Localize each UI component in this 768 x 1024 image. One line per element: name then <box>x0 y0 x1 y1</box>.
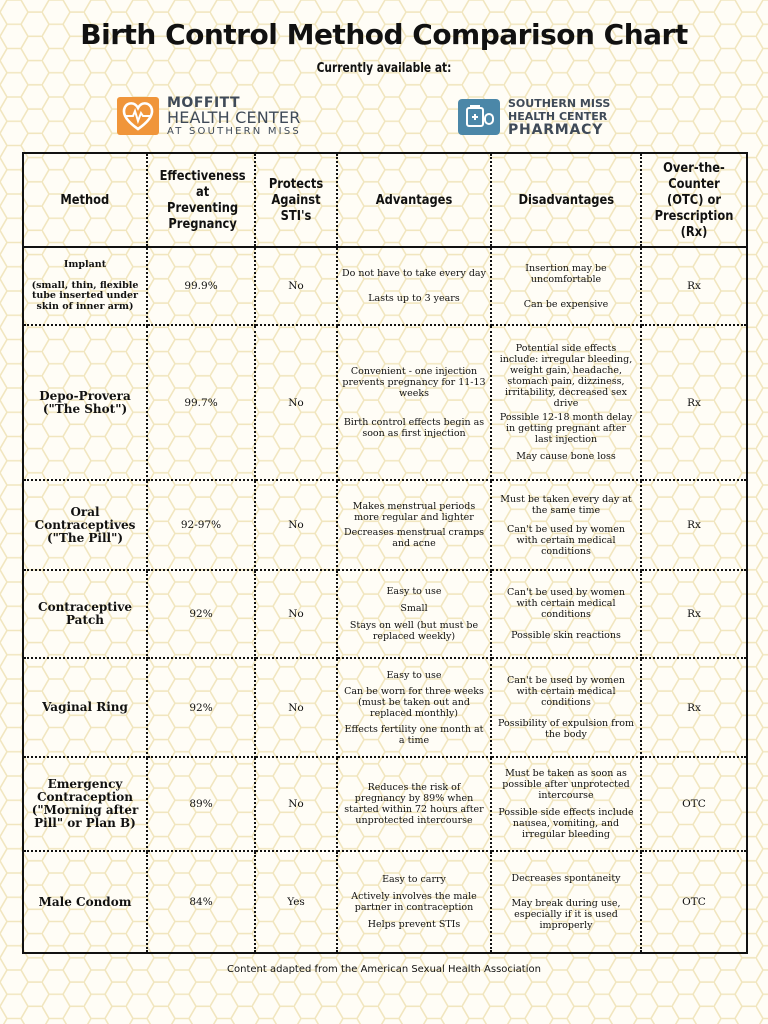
method-cell: Depo-Provera ("The Shot") <box>23 325 147 480</box>
effectiveness-cell: 92% <box>147 570 255 658</box>
disadvantages-cell: Can't be used by women with certain medical conditions Possibility of expulsion from the body <box>491 658 641 757</box>
moffitt-logo <box>117 95 332 139</box>
table-row <box>23 247 747 325</box>
table-row <box>23 851 747 953</box>
advantages-cell: Easy to use Can be worn for three weeks (must be taken out and replaced monthly) Effects fertility one month at a time <box>337 658 491 757</box>
header-effectiveness: Effectiveness at Preventing Pregnancy <box>147 153 255 247</box>
sti-cell: Yes <box>255 851 337 953</box>
page-title: Birth Control Method Comparison Chart <box>80 18 688 51</box>
table-row <box>23 325 747 480</box>
logo-line-1: MOFFITT <box>167 95 241 111</box>
sti-cell: No <box>255 325 337 480</box>
otc-rx-cell: Rx <box>641 658 747 757</box>
method-cell: Male Condom <box>23 851 147 953</box>
pharmacy-icon <box>458 99 500 135</box>
header-otc-rx: Over-the-Counter (OTC) or Prescription (Rx) <box>641 153 747 247</box>
logo-line-2: HEALTH CENTER <box>508 110 608 123</box>
table-row <box>23 757 747 851</box>
disadvantages-cell: Insertion may be uncomfortable Can be expensive <box>491 247 641 325</box>
sti-cell: No <box>255 570 337 658</box>
header-disadvantages: Disadvantages <box>491 153 641 247</box>
sti-cell: No <box>255 658 337 757</box>
method-cell: Implant (small, thin, flexible tube inserted under skin of inner arm) <box>23 247 147 325</box>
otc-rx-cell: Rx <box>641 325 747 480</box>
effectiveness-cell: 89% <box>147 757 255 851</box>
sti-cell: No <box>255 480 337 570</box>
logo-line-3: PHARMACY <box>508 122 604 138</box>
otc-rx-cell: Rx <box>641 570 747 658</box>
pharmacy-logo <box>458 97 638 141</box>
method-cell: Contraceptive Patch <box>23 570 147 658</box>
sti-cell: No <box>255 247 337 325</box>
otc-rx-cell: Rx <box>641 480 747 570</box>
advantages-cell: Makes menstrual periods more regular and lighter Decreases menstrual cramps and acne <box>337 480 491 570</box>
sti-cell: No <box>255 757 337 851</box>
heart-pulse-icon <box>117 97 159 135</box>
logo-line-1: SOUTHERN MISS <box>508 97 611 110</box>
logo-line-3: AT SOUTHERN MISS <box>167 126 301 137</box>
disadvantages-cell: Decreases spontaneity May break during use, especially if it is used improperly <box>491 851 641 953</box>
effectiveness-cell: 92-97% <box>147 480 255 570</box>
advantages-cell: Convenient - one injection prevents pregnancy for 11-13 weeks Birth control effects begin as soon as first injection <box>337 325 491 480</box>
header-method: Method <box>23 153 147 247</box>
table-row <box>23 658 747 757</box>
method-cell: Vaginal Ring <box>23 658 147 757</box>
otc-rx-cell: OTC <box>641 757 747 851</box>
effectiveness-cell: 92% <box>147 658 255 757</box>
logo-line-2: HEALTH CENTER <box>167 108 301 127</box>
advantages-cell: Reduces the risk of pregnancy by 89% when started within 72 hours after unprotected intercourse <box>337 757 491 851</box>
disadvantages-cell: Potential side effects include: irregular bleeding, weight gain, headache, stomach pain, dizziness, irritability, decreased sex drive Possible 12-18 month delay in getting pregnant after last injection May cause bone loss <box>491 325 641 480</box>
footer-credit: Content adapted from the American Sexual Health Association <box>227 964 541 975</box>
effectiveness-cell: 99.7% <box>147 325 255 480</box>
effectiveness-cell: 84% <box>147 851 255 953</box>
disadvantages-cell: Must be taken every day at the same time Can't be used by women with certain medical conditions <box>491 480 641 570</box>
table-row <box>23 480 747 570</box>
otc-rx-cell: Rx <box>641 247 747 325</box>
method-cell: Oral Contraceptives ("The Pill") <box>23 480 147 570</box>
header-sti: Protects Against STI's <box>255 153 337 247</box>
advantages-cell: Do not have to take every day Lasts up to 3 years <box>337 247 491 325</box>
header-advantages: Advantages <box>337 153 491 247</box>
advantages-cell: Easy to use Small Stays on well (but must be replaced weekly) <box>337 570 491 658</box>
advantages-cell: Easy to carry Actively involves the male partner in contraception Helps prevent STIs <box>337 851 491 953</box>
effectiveness-cell: 99.9% <box>147 247 255 325</box>
disadvantages-cell: Must be taken as soon as possible after unprotected intercourse Possible side effects include nausea, vomiting, and irregular bleeding <box>491 757 641 851</box>
disadvantages-cell: Can't be used by women with certain medical conditions Possible skin reactions <box>491 570 641 658</box>
subtitle: Currently available at: <box>316 61 452 76</box>
otc-rx-cell: OTC <box>682 896 706 908</box>
method-cell: Emergency Contraception ("Morning after Pill" or Plan B) <box>23 757 147 851</box>
header-row <box>23 153 747 247</box>
comparison-table <box>22 152 748 954</box>
table-row <box>23 570 747 658</box>
